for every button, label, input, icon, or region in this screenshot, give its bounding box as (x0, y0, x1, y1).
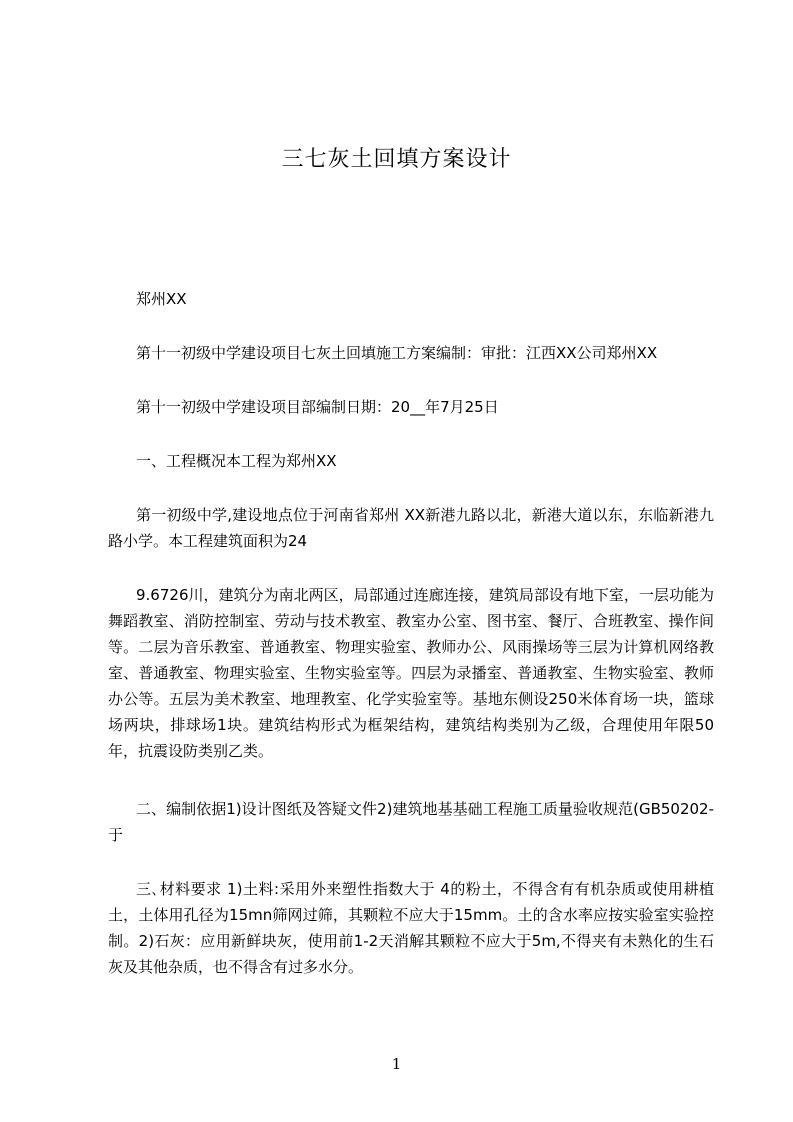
paragraph-compile-date: 第十一初级中学建设项目部编制日期：20__年7月25日 (136, 398, 499, 416)
section-heading-overview: 一、工程概况本工程为郑州XX (136, 452, 337, 470)
paragraph-project-name: 第十一初级中学建设项目七灰土回填施工方案编制：审批：江西XX公司郑州XX (136, 344, 658, 362)
paragraph-location: 郑州XX (136, 290, 187, 308)
section-heading-materials: 三､材料要求 1)土料:采用外来塑性指数大于 4的粉土，不得含有有机杂质或使用耕植土，土体用孔径为15mn筛网过筛，其颗粒不应大于15mm。土的含水率应按实验室实验控制。2)石灰：应用新鲜块灰，使用前1-2天消解其颗粒不应大于5m,不得夹有未熟化的生石灰及其他杂质，也不得含有过多水分。 (108, 880, 714, 976)
section-heading-basis: 二、编制依据1)设计图纸及答疑文件2)建筑地基基础工程施工质量验收规范(GB50202-于 (108, 800, 714, 844)
page-number: 1 (391, 1055, 402, 1073)
paragraph-site-location: 第一初级中学,建设地点位于河南省郑州 XX新港九路以北，新港大道以东，东临新港九路小学。本工程建筑面积为24 (108, 506, 714, 550)
document-title: 三七灰土回填方案设计 (281, 147, 512, 172)
paragraph-building-description: 9.6726川，建筑分为南北两区，局部通过连廊连接，建筑局部设有地下室，一层功能为舞蹈教室、消防控制室、劳动与技术教室、教室办公室、图书室、餐厅、合班教室、操作间等。二层为音乐教室、普通教室、物理实验室、教师办公、风雨操场等三层为计算机网络教室、普通教室、物理实验室、生物实验室等。四层为录播室、普通教室、生物实验室、教师办公等。五层为美术教室、地理教室、化学实验室等。基地东侧设250米体育场一块，篮球场两块，排球场1块。建筑结构形式为框架结构，建筑结构类别为乙级，合理使用年限50年，抗震设防类别乙类。 (108, 586, 714, 760)
